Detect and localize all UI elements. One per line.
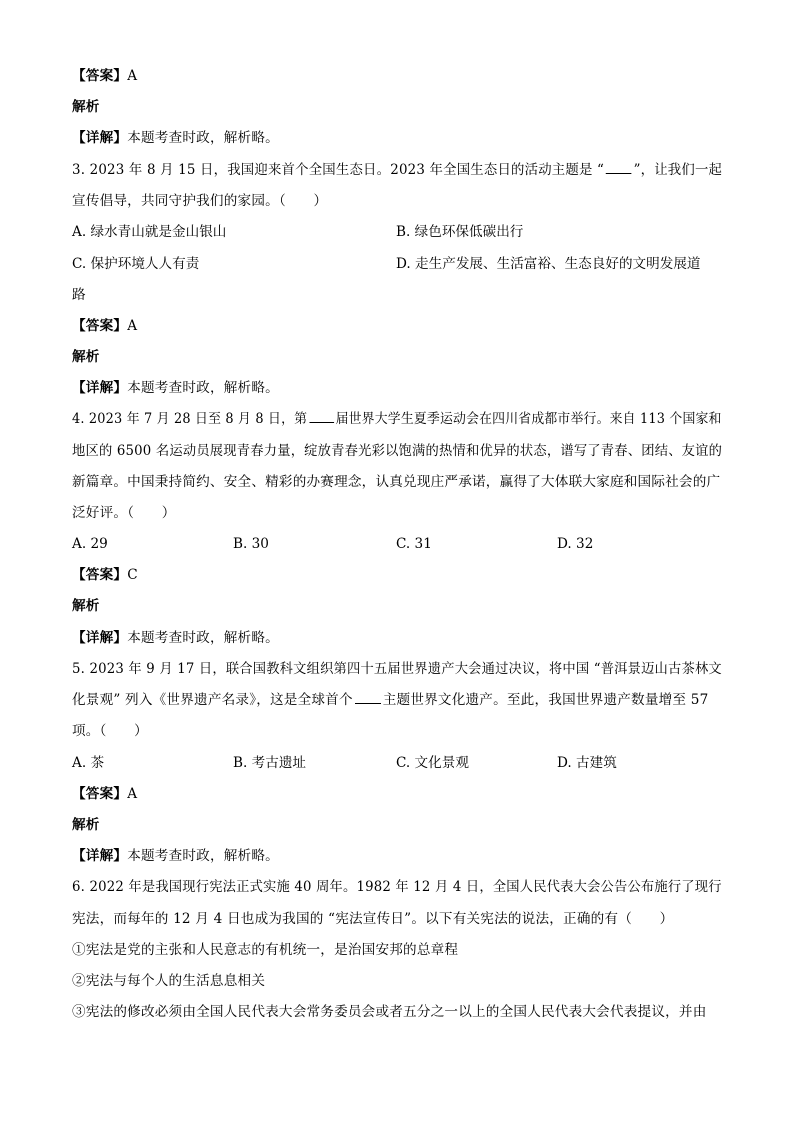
q5-analysis-line — [72, 815, 100, 835]
analysis-label: 解析 — [72, 817, 100, 833]
detail-label: 【详解】 — [72, 848, 128, 864]
q3-option-d: D. 走生产发展、生活富裕、生态良好的文明发展道 — [396, 256, 701, 272]
q4-stem-line-3: 新篇章。中国秉持简约、安全、精彩的办赛理念，认真兑现庄严承诺，赢得了大体联大家庭和国际社会的广 — [72, 474, 721, 490]
q5-option-d: D. 古建筑 — [557, 755, 617, 771]
answer-label: 【答案】 — [72, 318, 128, 334]
q3-analysis-line — [72, 347, 100, 367]
q6-stem-line-1: 6. 2022 年是我国现行宪法正式实施 40 周年。1982 年 12 月 4 日，全国人民代表大会公告公布施行了现行 — [72, 879, 722, 895]
q3-option-d-continued: 路 — [72, 287, 86, 303]
answer-label: 【答案】 — [72, 68, 128, 84]
q5-answer-line — [72, 784, 137, 804]
q5-stem-part-b: 主题世界文化遗产。至此，我国世界遗产数量增至 57 — [382, 692, 709, 708]
q4-stem-line-2: 地区的 6500 名运动员展现青春力量，绽放青春光彩以饱满的热情和优异的状态，谱写了青春、团结、友谊的 — [72, 443, 723, 459]
q3-stem-line-1 — [72, 160, 722, 180]
q4-stem-line-1 — [72, 409, 722, 429]
q2-answer-line — [72, 66, 137, 86]
q4-option-c: C. 31 — [396, 536, 432, 552]
q2-detail-line — [72, 128, 279, 148]
fill-blank — [355, 691, 381, 704]
q4-detail-text: 本题考查时政，解析略。 — [127, 630, 279, 646]
q3-answer-line — [72, 316, 137, 336]
q6-statement-1: ①宪法是党的主张和人民意志的有机统一，是治国安邦的总章程 — [72, 942, 459, 958]
q3-answer-value: A — [127, 318, 138, 334]
q5-detail-line — [72, 846, 279, 866]
analysis-label: 解析 — [72, 99, 100, 115]
q5-stem-part-a: 化景观” 列入《世界遗产名录》，这是全球首个 — [72, 692, 353, 708]
q2-detail-text: 本题考查时政，解析略。 — [127, 130, 279, 146]
q4-stem-part-b: 届世界大学生夏季运动会在四川省成都市举行。来自 113 个国家和 — [335, 411, 722, 427]
q3-detail-line — [72, 378, 279, 398]
q4-answer-value: C — [127, 567, 138, 583]
q3-stem-part-a: 3. 2023 年 8 月 15 日，我国迎来首个全国生态日。2023 年全国生态日的活动主题是 “ — [72, 162, 605, 178]
q3-stem-line-2: 宣传倡导，共同守护我们的家园。（ ） — [72, 193, 328, 209]
q3-stem-part-b: ”，让我们一起 — [633, 162, 723, 178]
fill-blank — [309, 410, 334, 423]
detail-label: 【详解】 — [72, 380, 128, 396]
q4-stem-part-a: 4. 2023 年 7 月 28 日至 8 月 8 日，第 — [72, 411, 308, 427]
q3-detail-text: 本题考查时政，解析略。 — [127, 380, 279, 396]
q5-stem-line-3: 项。（ ） — [72, 723, 148, 739]
analysis-label: 解析 — [72, 598, 100, 614]
analysis-label: 解析 — [72, 349, 100, 365]
answer-label: 【答案】 — [72, 567, 128, 583]
q2-answer-value: A — [127, 68, 138, 84]
q6-statement-3: ③宪法的修改必须由全国人民代表大会常务委员会或者五分之一以上的全国人民代表大会代表提议，并由 — [72, 1004, 707, 1020]
q4-stem-line-4: 泛好评。（ ） — [72, 505, 176, 521]
q4-answer-line — [72, 565, 138, 585]
q5-option-b: B. 考古遗址 — [233, 755, 307, 771]
q5-option-a: A. 茶 — [72, 755, 105, 771]
answer-label: 【答案】 — [72, 786, 128, 802]
q4-option-b: B. 30 — [233, 536, 269, 552]
q6-statement-2: ②宪法与每个人的生活息息相关 — [72, 973, 266, 989]
detail-label: 【详解】 — [72, 630, 128, 646]
q3-option-b: B. 绿色环保低碳出行 — [396, 224, 524, 240]
q2-analysis-line — [72, 97, 100, 117]
q4-detail-line — [72, 628, 279, 648]
q5-detail-text: 本题考查时政，解析略。 — [127, 848, 279, 864]
q5-stem-line-1: 5. 2023 年 9 月 17 日，联合国教科文组织第四十五届世界遗产大会通过决议，将中国 “普洱景迈山古茶林文 — [72, 661, 722, 677]
detail-label: 【详解】 — [72, 130, 128, 146]
q3-option-a: A. 绿水青山就是金山银山 — [72, 224, 227, 240]
q5-option-c: C. 文化景观 — [396, 755, 469, 771]
q4-analysis-line — [72, 596, 100, 616]
fill-blank — [606, 161, 632, 174]
q5-stem-line-2 — [72, 690, 708, 710]
q4-option-d: D. 32 — [557, 536, 594, 552]
q4-option-a: A. 29 — [72, 536, 108, 552]
q3-option-c: C. 保护环境人人有责 — [72, 256, 200, 272]
q6-stem-line-2: 宪法，而每年的 12 月 4 日也成为我国的 “宪法宣传日”。以下有关宪法的说法，正确的有（ ） — [72, 911, 674, 927]
q5-answer-value: A — [127, 786, 138, 802]
